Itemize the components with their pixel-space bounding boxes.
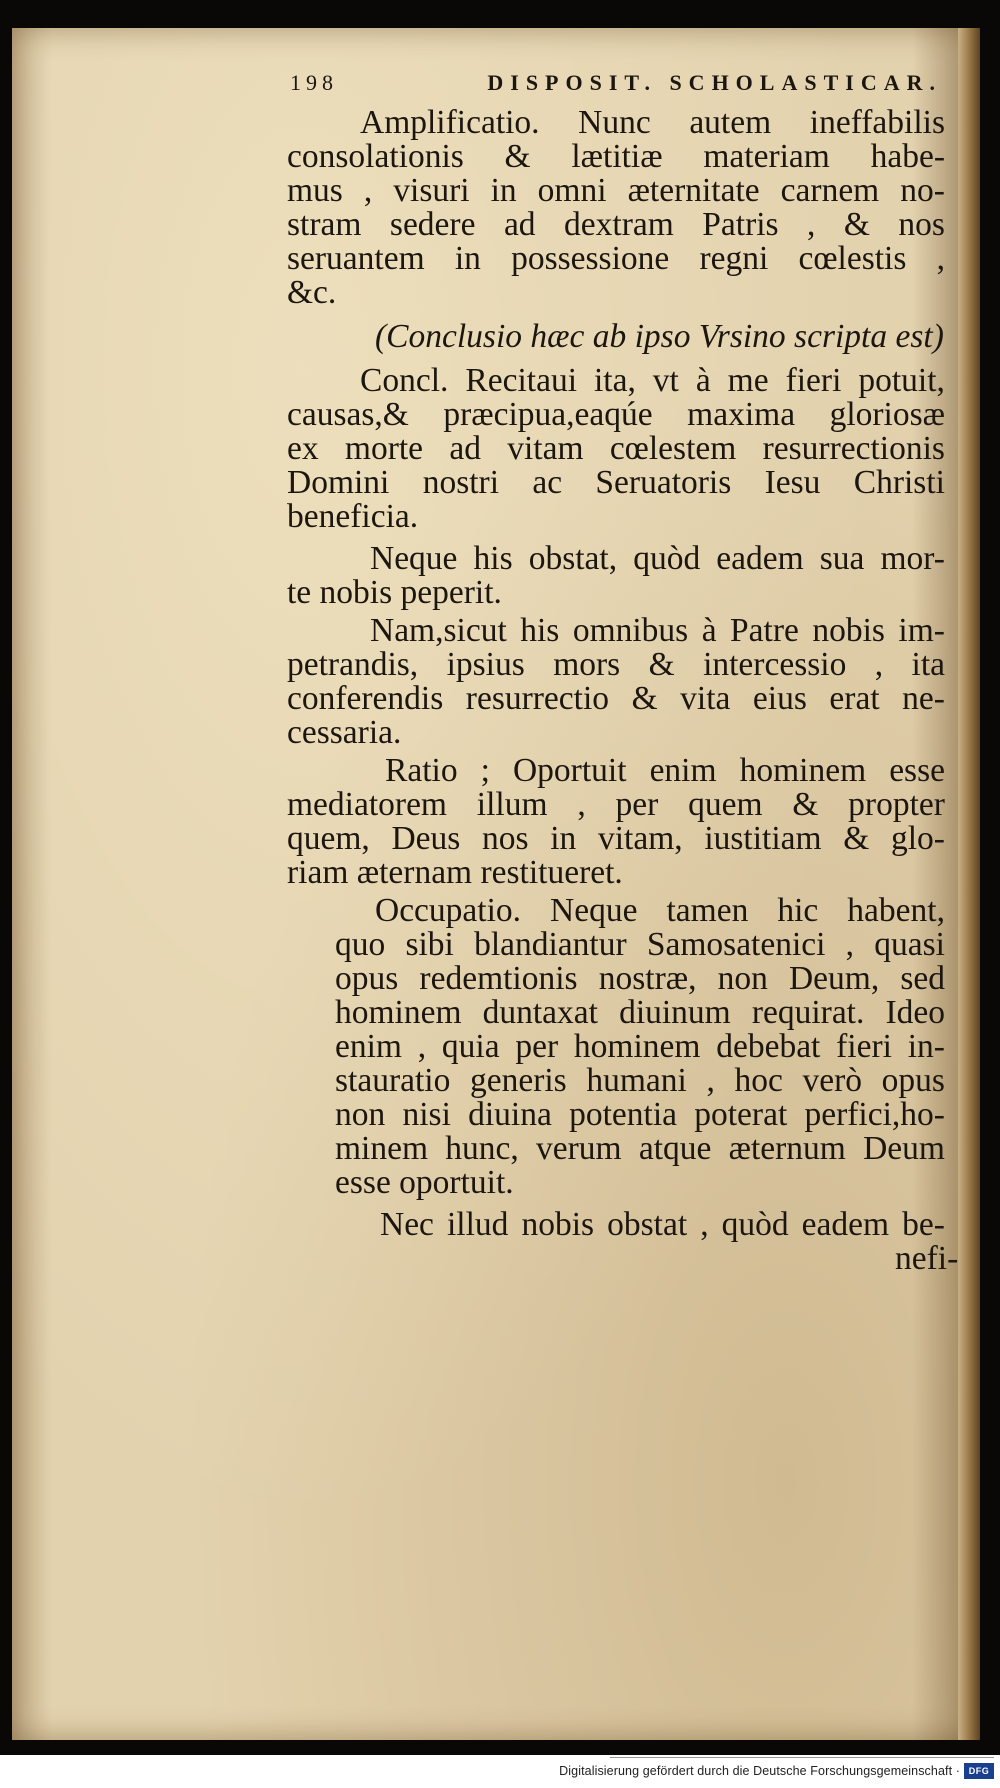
- word: materiam: [703, 138, 830, 175]
- word: potentia: [569, 1096, 678, 1133]
- word: habent,: [847, 892, 945, 929]
- word: vitam,: [597, 820, 683, 857]
- word: glo-: [890, 820, 945, 857]
- word: ad: [449, 430, 481, 467]
- section-note: (Conclusio hæc ab ipso Vrsino scripta est): [375, 318, 944, 355]
- word: petrandis,: [287, 646, 419, 683]
- word: &: [648, 646, 675, 683]
- word: sua: [819, 540, 865, 577]
- word: opus: [881, 1062, 945, 1099]
- word: Amplificatio.: [360, 104, 540, 141]
- text-line: [287, 240, 945, 278]
- page-edge: [958, 28, 980, 1740]
- funding-credit: Digitalisierung gefördert durch die Deutsche Forschungsgemeinschaft ·: [559, 1764, 960, 1778]
- word: in-: [907, 1028, 945, 1065]
- word: sedere: [389, 206, 476, 243]
- word: Patris: [702, 206, 779, 243]
- text-line: [335, 1062, 945, 1100]
- word: mediatorem: [287, 786, 447, 823]
- word: his: [520, 612, 560, 649]
- word: quem: [688, 786, 763, 823]
- text-line: [335, 926, 945, 964]
- word: regni: [699, 240, 769, 277]
- word: sibi: [405, 926, 454, 963]
- word: hunc,: [445, 1130, 519, 1167]
- word: duntaxat: [482, 994, 598, 1031]
- text-line: [370, 612, 945, 650]
- word: erat: [829, 680, 880, 717]
- word: Patre: [730, 612, 799, 649]
- word: poterat: [694, 1096, 788, 1133]
- word: nobis: [521, 1206, 595, 1243]
- word: ne-: [902, 680, 945, 717]
- word: Recitaui: [465, 362, 577, 399]
- word: hoc: [734, 1062, 783, 1099]
- text-line: [287, 680, 945, 718]
- word: mus: [287, 172, 343, 209]
- word: sed: [900, 960, 945, 997]
- word: stram: [287, 206, 362, 243]
- word: nisi: [402, 1096, 451, 1133]
- text-line: [287, 464, 945, 502]
- dfg-logo: [964, 1763, 994, 1779]
- word: Ratio: [385, 752, 458, 789]
- word: omni: [537, 172, 607, 209]
- word: vt: [652, 362, 679, 399]
- word: requirat.: [751, 994, 865, 1031]
- text-line: [287, 430, 945, 468]
- word: vita: [680, 680, 731, 717]
- text-line: riam æternam restitueret.: [287, 854, 623, 891]
- word: ,: [874, 646, 884, 683]
- word: eadem: [716, 540, 804, 577]
- word: à: [701, 612, 717, 649]
- text-line: &c.: [287, 274, 337, 311]
- word: ipsius: [446, 646, 525, 683]
- word: Concl.: [360, 362, 449, 399]
- word: omnibus: [572, 612, 689, 649]
- word: ,: [706, 1062, 715, 1099]
- word: nos: [482, 820, 529, 857]
- word: generis: [469, 1062, 567, 1099]
- word: stauratio: [335, 1062, 451, 1099]
- text-line: [370, 540, 945, 578]
- text-line: [287, 646, 945, 684]
- text-line: [287, 396, 945, 434]
- word: cœlestem: [609, 430, 737, 467]
- word: autem: [689, 104, 772, 141]
- word: minem: [335, 1130, 429, 1167]
- word: hominem: [335, 994, 462, 1031]
- text-line: te nobis peperit.: [287, 574, 502, 611]
- word: ,: [807, 206, 816, 243]
- footer-divider: [610, 1757, 994, 1758]
- word: resurrectio: [465, 680, 610, 717]
- word: me: [727, 362, 769, 399]
- word: ;: [480, 752, 490, 789]
- word: humani: [586, 1062, 687, 1099]
- word: morte: [344, 430, 424, 467]
- word: Occupatio.: [375, 892, 522, 929]
- word: per: [515, 1028, 559, 1065]
- word: &: [843, 820, 870, 857]
- text-line: [360, 362, 945, 400]
- text-line: [335, 1028, 945, 1066]
- word: dextram: [564, 206, 674, 243]
- word: Domini: [287, 464, 390, 501]
- word: opus: [335, 960, 399, 997]
- text-line: beneficia.: [287, 498, 419, 535]
- dfg-logo-text: DFG: [968, 1766, 990, 1776]
- word: non: [717, 960, 768, 997]
- word: possessione: [511, 240, 670, 277]
- running-title: DISPOSIT. SCHOLASTICAR.: [487, 70, 942, 95]
- running-head: [290, 70, 950, 96]
- word: diuinum: [619, 994, 731, 1031]
- text-line: [360, 104, 945, 142]
- text-line: [287, 206, 945, 244]
- text-line: [375, 892, 945, 930]
- word: maxima: [687, 396, 796, 433]
- word: vitam: [507, 430, 584, 467]
- word: ,: [700, 1206, 709, 1243]
- word: mors: [553, 646, 621, 683]
- word: visuri: [393, 172, 470, 209]
- word: his: [473, 540, 513, 577]
- word: obstat,: [528, 540, 618, 577]
- word: &: [504, 138, 531, 175]
- word: quasi: [874, 926, 945, 963]
- word: Samosatenici: [646, 926, 826, 963]
- word: cœlestis: [798, 240, 907, 277]
- word: hic: [777, 892, 819, 929]
- text-line: [287, 820, 945, 858]
- word: Neque: [370, 540, 458, 577]
- word: Neque: [550, 892, 638, 929]
- word: Christi: [853, 464, 945, 501]
- page-number: 198: [290, 70, 338, 95]
- word: be-: [902, 1206, 945, 1243]
- word: fieri: [836, 1028, 892, 1065]
- word: ,: [845, 926, 855, 963]
- word: propter: [848, 786, 945, 823]
- word: conferendis: [287, 680, 444, 717]
- word: esse: [889, 752, 945, 789]
- word: illum: [476, 786, 548, 823]
- word: Seruatoris: [595, 464, 732, 501]
- text-line: [335, 1096, 945, 1134]
- word: non: [335, 1096, 386, 1133]
- word: ac: [532, 464, 563, 501]
- word: Deum,: [788, 960, 880, 997]
- word: &: [843, 206, 870, 243]
- word: Ideo: [885, 994, 945, 1031]
- word: Deus: [391, 820, 461, 857]
- word: in: [454, 240, 481, 277]
- word: iustitiam: [704, 820, 822, 857]
- word: gloriosæ: [829, 396, 945, 433]
- word: æternum: [728, 1130, 846, 1167]
- text-line: [380, 1206, 945, 1244]
- word: in: [550, 820, 577, 857]
- word: quo: [335, 926, 386, 963]
- word: obstat: [607, 1206, 688, 1243]
- text-line: [335, 1130, 945, 1168]
- catchword: nefi-: [895, 1240, 959, 1277]
- word: diuina: [468, 1096, 552, 1133]
- word: &: [792, 786, 819, 823]
- word: ex: [287, 430, 319, 467]
- text-line: [287, 786, 945, 824]
- text-line: [385, 752, 945, 790]
- word: à: [695, 362, 711, 399]
- word: atque: [638, 1130, 712, 1167]
- text-line: esse oportuit.: [335, 1164, 514, 1201]
- word: nostri: [422, 464, 500, 501]
- word: potuit,: [858, 362, 945, 399]
- word: lætitiæ: [571, 138, 663, 175]
- text-line: [287, 172, 945, 210]
- word: eadem: [801, 1206, 890, 1243]
- word: nos: [898, 206, 945, 243]
- word: ,: [363, 172, 373, 209]
- word: nobis: [812, 612, 885, 649]
- word: im-: [898, 612, 945, 649]
- word: ad: [503, 206, 536, 243]
- word: resurrectionis: [762, 430, 945, 467]
- word: enim: [335, 1028, 402, 1065]
- word: ,: [417, 1028, 427, 1065]
- word: debebat: [716, 1028, 821, 1065]
- word: &: [631, 680, 658, 717]
- word: fieri: [785, 362, 842, 399]
- word: blandiantur: [474, 926, 627, 963]
- word: nostræ,: [598, 960, 697, 997]
- word: consolationis: [287, 138, 464, 175]
- word: verum: [536, 1130, 622, 1167]
- text-line: [335, 960, 945, 998]
- word: tamen: [666, 892, 749, 929]
- word: præcipua,eaqúe: [443, 396, 653, 433]
- word: Nec: [380, 1206, 434, 1243]
- word: hominem: [739, 752, 867, 789]
- word: quòd: [633, 540, 701, 577]
- word: enim: [649, 752, 717, 789]
- word: illud: [446, 1206, 509, 1243]
- word: per: [615, 786, 659, 823]
- word: intercessio: [703, 646, 847, 683]
- word: Iesu: [764, 464, 821, 501]
- word: ita: [911, 646, 945, 683]
- word: eius: [752, 680, 807, 717]
- word: Deum: [863, 1130, 945, 1167]
- word: quòd: [721, 1206, 789, 1243]
- text-line: [335, 994, 945, 1032]
- footer-bar: [0, 1755, 1000, 1788]
- word: carnem: [780, 172, 880, 209]
- word: no-: [900, 172, 945, 209]
- word: hominem: [573, 1028, 701, 1065]
- text-line: [287, 138, 945, 176]
- word: perfici,ho-: [804, 1096, 945, 1133]
- word: verò: [802, 1062, 862, 1099]
- word: Oportuit: [512, 752, 627, 789]
- word: ,: [936, 240, 945, 277]
- word: Nunc: [578, 104, 651, 141]
- word: habe-: [870, 138, 945, 175]
- word: quia: [441, 1028, 500, 1065]
- text-line: cessaria.: [287, 714, 402, 751]
- word: Nam,sicut: [370, 612, 507, 649]
- word: ineffabilis: [809, 104, 945, 141]
- word: æternitate: [627, 172, 760, 209]
- word: quem,: [287, 820, 370, 857]
- word: seruantem: [287, 240, 425, 277]
- word: ,: [577, 786, 586, 823]
- word: redemtionis: [419, 960, 578, 997]
- word: mor-: [880, 540, 945, 577]
- word: in: [490, 172, 517, 209]
- word: causas,&: [287, 396, 409, 433]
- word: ita,: [593, 362, 636, 399]
